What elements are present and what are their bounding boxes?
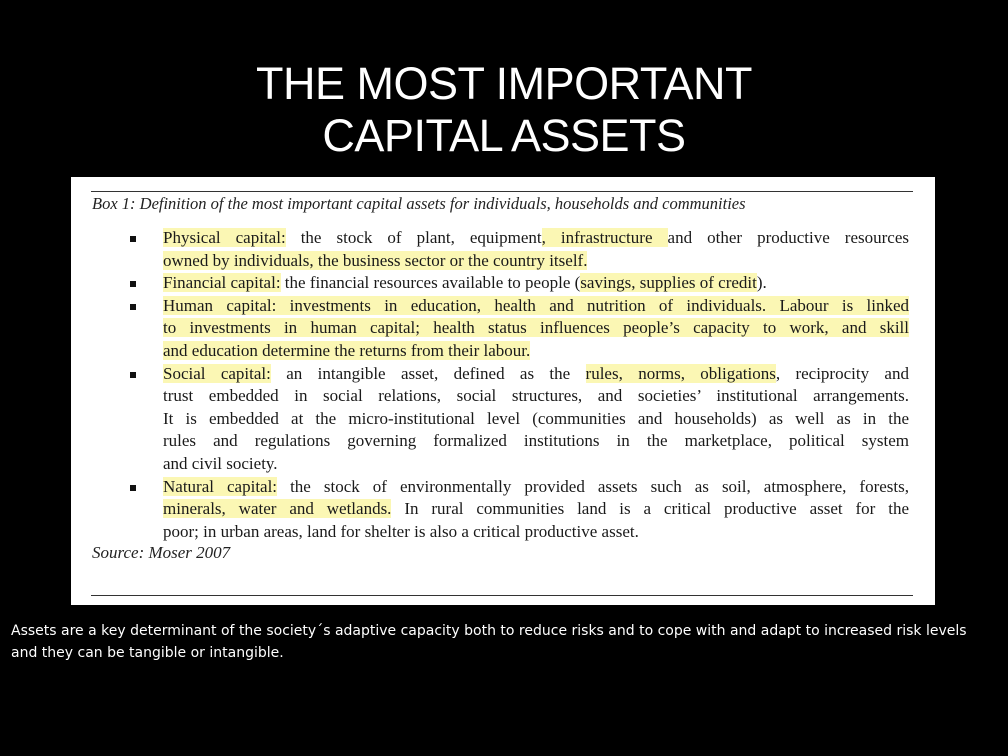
text-segment: rules and regulations governing formalized institutions in the marketplace, political system — [163, 431, 909, 451]
text-segment: ). — [756, 273, 767, 293]
list-item-line — [163, 476, 909, 499]
text-segment: trust embedded in social relations, social structures, and societies’ institutional arrangements. — [163, 386, 909, 406]
box-source: Source: Moser 2007 — [92, 543, 231, 562]
list-item-line — [163, 340, 909, 363]
list-item-line — [163, 317, 909, 340]
text-segment: the stock of environmentally provided assets such as soil, atmosphere, forests, — [277, 476, 909, 496]
list-item — [71, 363, 909, 476]
text-segment: In rural communities land is a critical productive asset for the — [391, 499, 909, 519]
highlighted-text: and education determine the returns from their labour. — [163, 340, 531, 360]
text-segment: an intangible asset, defined as the — [270, 363, 586, 383]
box-top-rule — [91, 191, 913, 192]
list-item-line — [163, 408, 909, 431]
highlighted-text: to investments in human capital; health status influences people’s capacity to work, and skill — [163, 318, 909, 338]
capital-assets-list — [71, 227, 935, 543]
bullet-icon — [130, 372, 136, 378]
box-bottom-rule — [91, 595, 913, 596]
list-item-line — [163, 250, 909, 273]
list-item-line — [163, 227, 909, 250]
highlighted-text: Human capital: investments in education, health and nutrition of individuals. Labour is linked — [163, 295, 909, 315]
bullet-icon — [130, 236, 136, 242]
text-segment: poor; in urban areas, land for shelter is also a critical productive asset. — [163, 521, 639, 541]
bullet-icon — [130, 485, 136, 491]
bullet-icon — [130, 304, 136, 310]
highlighted-text: Physical capital: — [163, 228, 286, 247]
text-segment: the financial resources available to people ( — [280, 273, 581, 293]
definition-box-image — [71, 177, 935, 605]
highlighted-text: minerals, water and wetlands. — [163, 499, 392, 519]
list-item-line — [163, 498, 909, 521]
text-segment: the stock of plant, equipment — [285, 228, 542, 247]
slide-caption: Assets are a key determinant of the society´s adaptive capacity both to reduce risks and to cope with and adapt to increased risk levels and they can be tangible or intangible. — [11, 623, 967, 661]
box-heading: Box 1: Definition of the most important capital assets for individuals, households and communities — [92, 194, 746, 213]
list-item-line — [163, 385, 909, 408]
list-item-line — [163, 272, 909, 295]
list-item — [71, 476, 909, 544]
list-item — [71, 295, 909, 363]
highlighted-text: savings, supplies of credit — [580, 273, 757, 293]
highlighted-text: rules, norms, obligations — [585, 363, 776, 383]
list-item-line — [163, 521, 909, 544]
highlighted-text: Social capital: — [163, 363, 271, 383]
highlighted-text: owned by individuals, the business sector or the country itself. — [163, 250, 588, 270]
list-item — [71, 227, 909, 272]
slide-title-line2: CAPITAL ASSETS — [322, 110, 686, 161]
list-item-line — [163, 295, 909, 318]
highlighted-text: Financial capital: — [163, 273, 281, 293]
text-segment: and civil society. — [163, 453, 278, 473]
bullet-icon — [130, 281, 136, 287]
highlighted-text: , infrastructure — [541, 228, 668, 247]
list-item-line — [163, 430, 909, 453]
text-segment: It is embedded at the micro-institutional level (communities and households) as well as in the — [163, 408, 909, 428]
slide-title — [0, 58, 1008, 162]
highlighted-text: Natural capital: — [163, 476, 278, 496]
slide-title-line1: THE MOST IMPORTANT — [255, 58, 753, 109]
text-segment: , reciprocity and — [775, 363, 909, 383]
text-segment: and other productive resources — [667, 228, 909, 247]
list-item — [71, 272, 909, 295]
list-item-line — [163, 453, 909, 476]
list-item-line — [163, 363, 909, 386]
